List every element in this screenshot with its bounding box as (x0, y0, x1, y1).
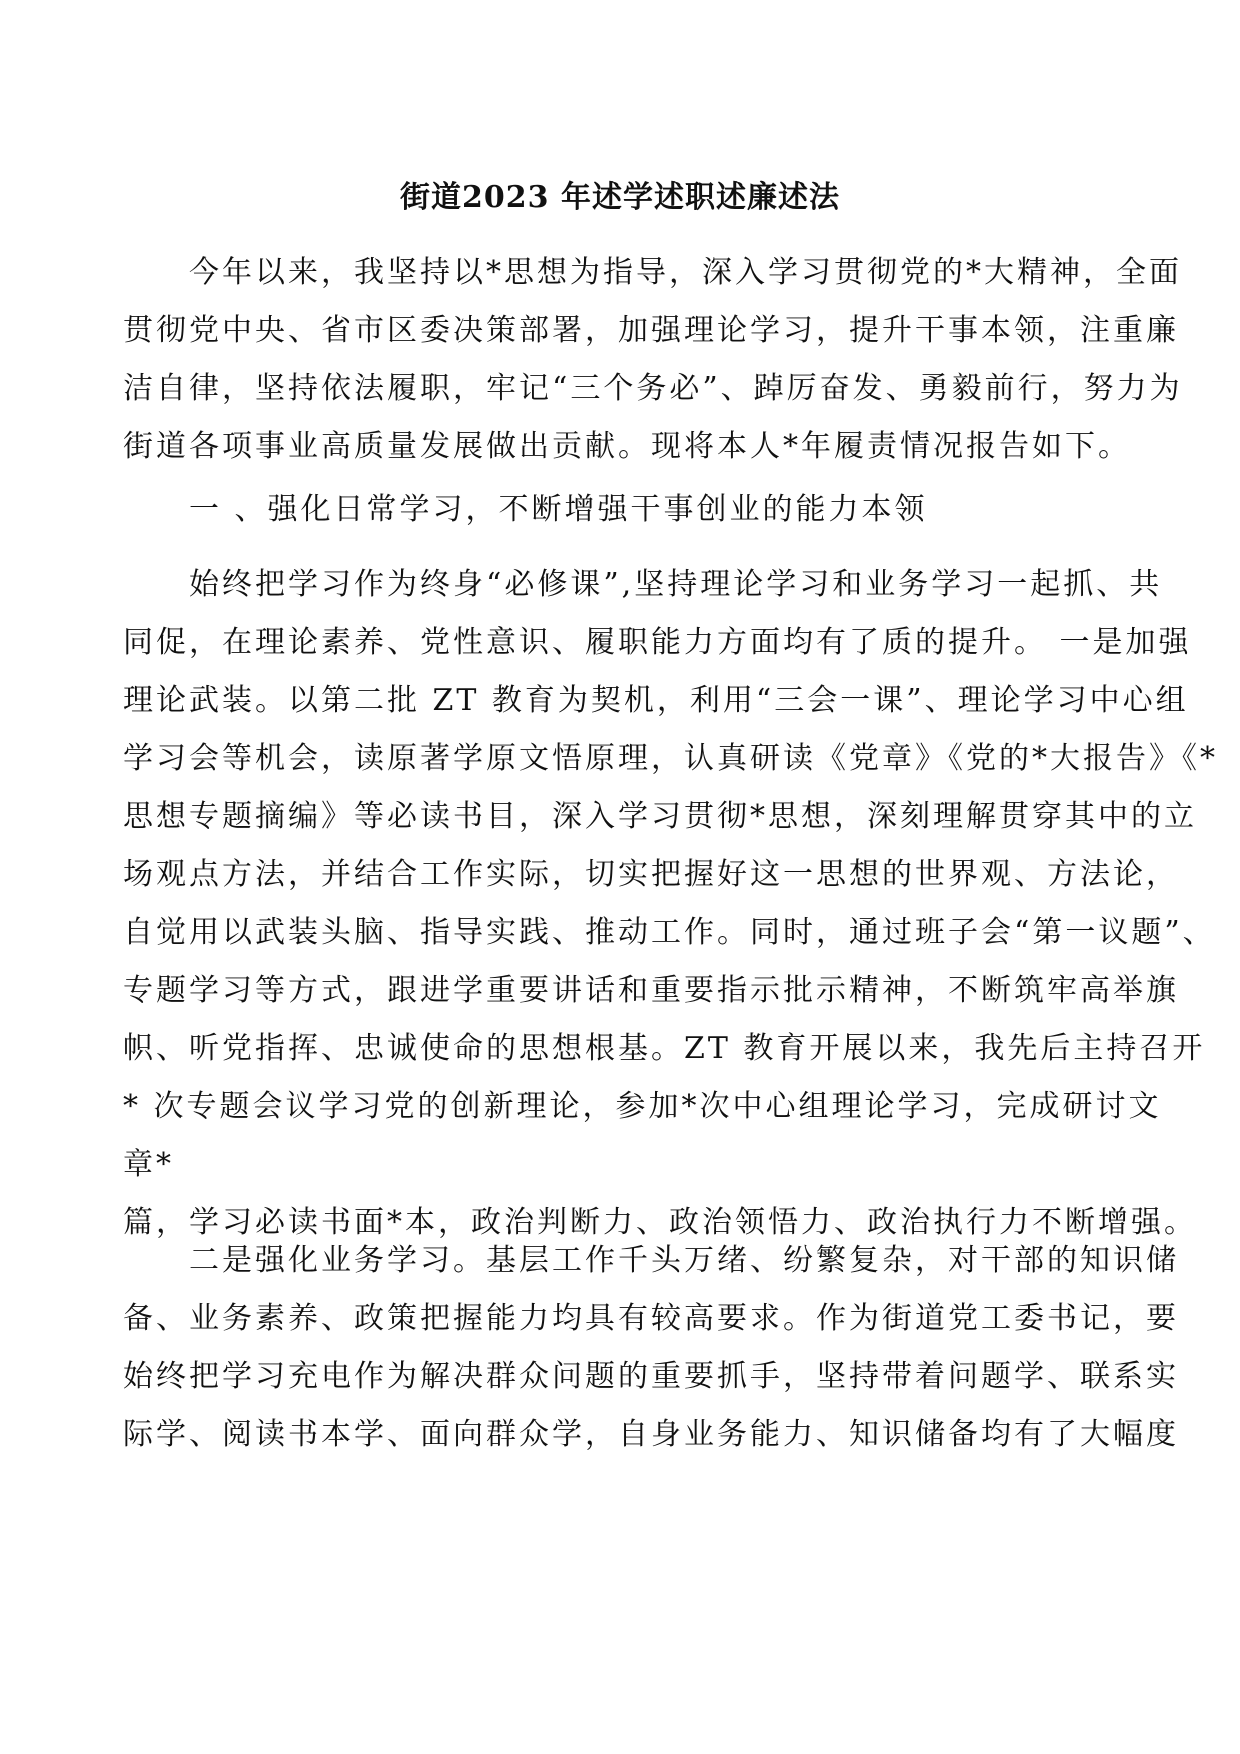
paragraph-line: 专题学习等方式，跟进学重要讲话和重要指示批示精神，不断筑牢高举旗 (123, 973, 1179, 1008)
paragraph-line: 始终把学习充电作为解决群众问题的重要抓手，坚持带着问题学、联系实 (123, 1359, 1179, 1394)
paragraph-line: 同促，在理论素养、党性意识、履职能力方面均有了质的提升。 一是加强 (123, 625, 1192, 660)
paragraph-line: 街道各项事业高质量发展做出贡献。现将本人*年履责情况报告如下。 (123, 429, 1131, 464)
paragraph-line: 章* (123, 1147, 174, 1182)
paragraph-line: 贯彻党中央、省市区委决策部署，加强理论学习，提升干事本领，注重廉 (123, 313, 1179, 348)
paragraph-line: 今年以来，我坚持以*思想为指导，深入学习贯彻党的*大精神，全面 (123, 255, 1182, 290)
paragraph-line: 二是强化业务学习。基层工作千头万绪、纷繁复杂，对干部的知识储 (123, 1243, 1179, 1278)
paragraph-line: * 次专题会议学习党的创新理论，参加*次中心组理论学习，完成研讨文 (123, 1089, 1162, 1124)
paragraph-line: 自觉用以武装头脑、指导实践、推动工作。同时，通过班子会“第一议题”、 (123, 915, 1216, 950)
paragraph-line: 际学、阅读书本学、面向群众学，自身业务能力、知识储备均有了大幅度 (123, 1417, 1179, 1452)
document-title: 街道2023 年述学述职述廉述法 (400, 180, 840, 215)
business-study-paragraph (123, 1232, 1179, 1464)
paragraph-line: 思想专题摘编》等必读书目，深入学习贯彻*思想，深刻理解贯穿其中的立 (123, 799, 1197, 834)
section-heading-text: 一 、强化日常学习，不断增强干事创业的能力本领 (123, 492, 928, 527)
paragraph-line: 理论武装。以第二批 ZT 教育为契机，利用“三会一课”、理论学习中心组 (123, 683, 1189, 718)
paragraph-line: 备、业务素养、政策把握能力均具有较高要求。作为街道党工委书记，要 (123, 1301, 1179, 1336)
study-paragraph (123, 556, 1218, 1252)
paragraph-line: 始终把学习作为终身“必修课”,坚持理论学习和业务学习一起抓、共 (123, 567, 1163, 602)
paragraph-line: 学习会等机会，读原著学原文悟原理，认真研读《党章》《党的*大报告》《* (123, 741, 1218, 776)
paragraph-line: 篇，学习必读书面*本，政治判断力、政治领悟力、政治执行力不断增强。 (123, 1205, 1197, 1240)
paragraph-line: 场观点方法，并结合工作实际，切实把握好这一思想的世界观、方法论， (123, 857, 1179, 892)
paragraph-line: 洁自律，坚持依法履职，牢记“三个务必”、踔厉奋发、勇毅前行，努力为 (123, 371, 1183, 406)
intro-paragraph (123, 244, 1183, 476)
paragraph-line: 帜、听党指挥、忠诚使命的思想根基。ZT 教育开展以来，我先后主持召开 (123, 1031, 1206, 1066)
section-heading (123, 481, 1123, 539)
